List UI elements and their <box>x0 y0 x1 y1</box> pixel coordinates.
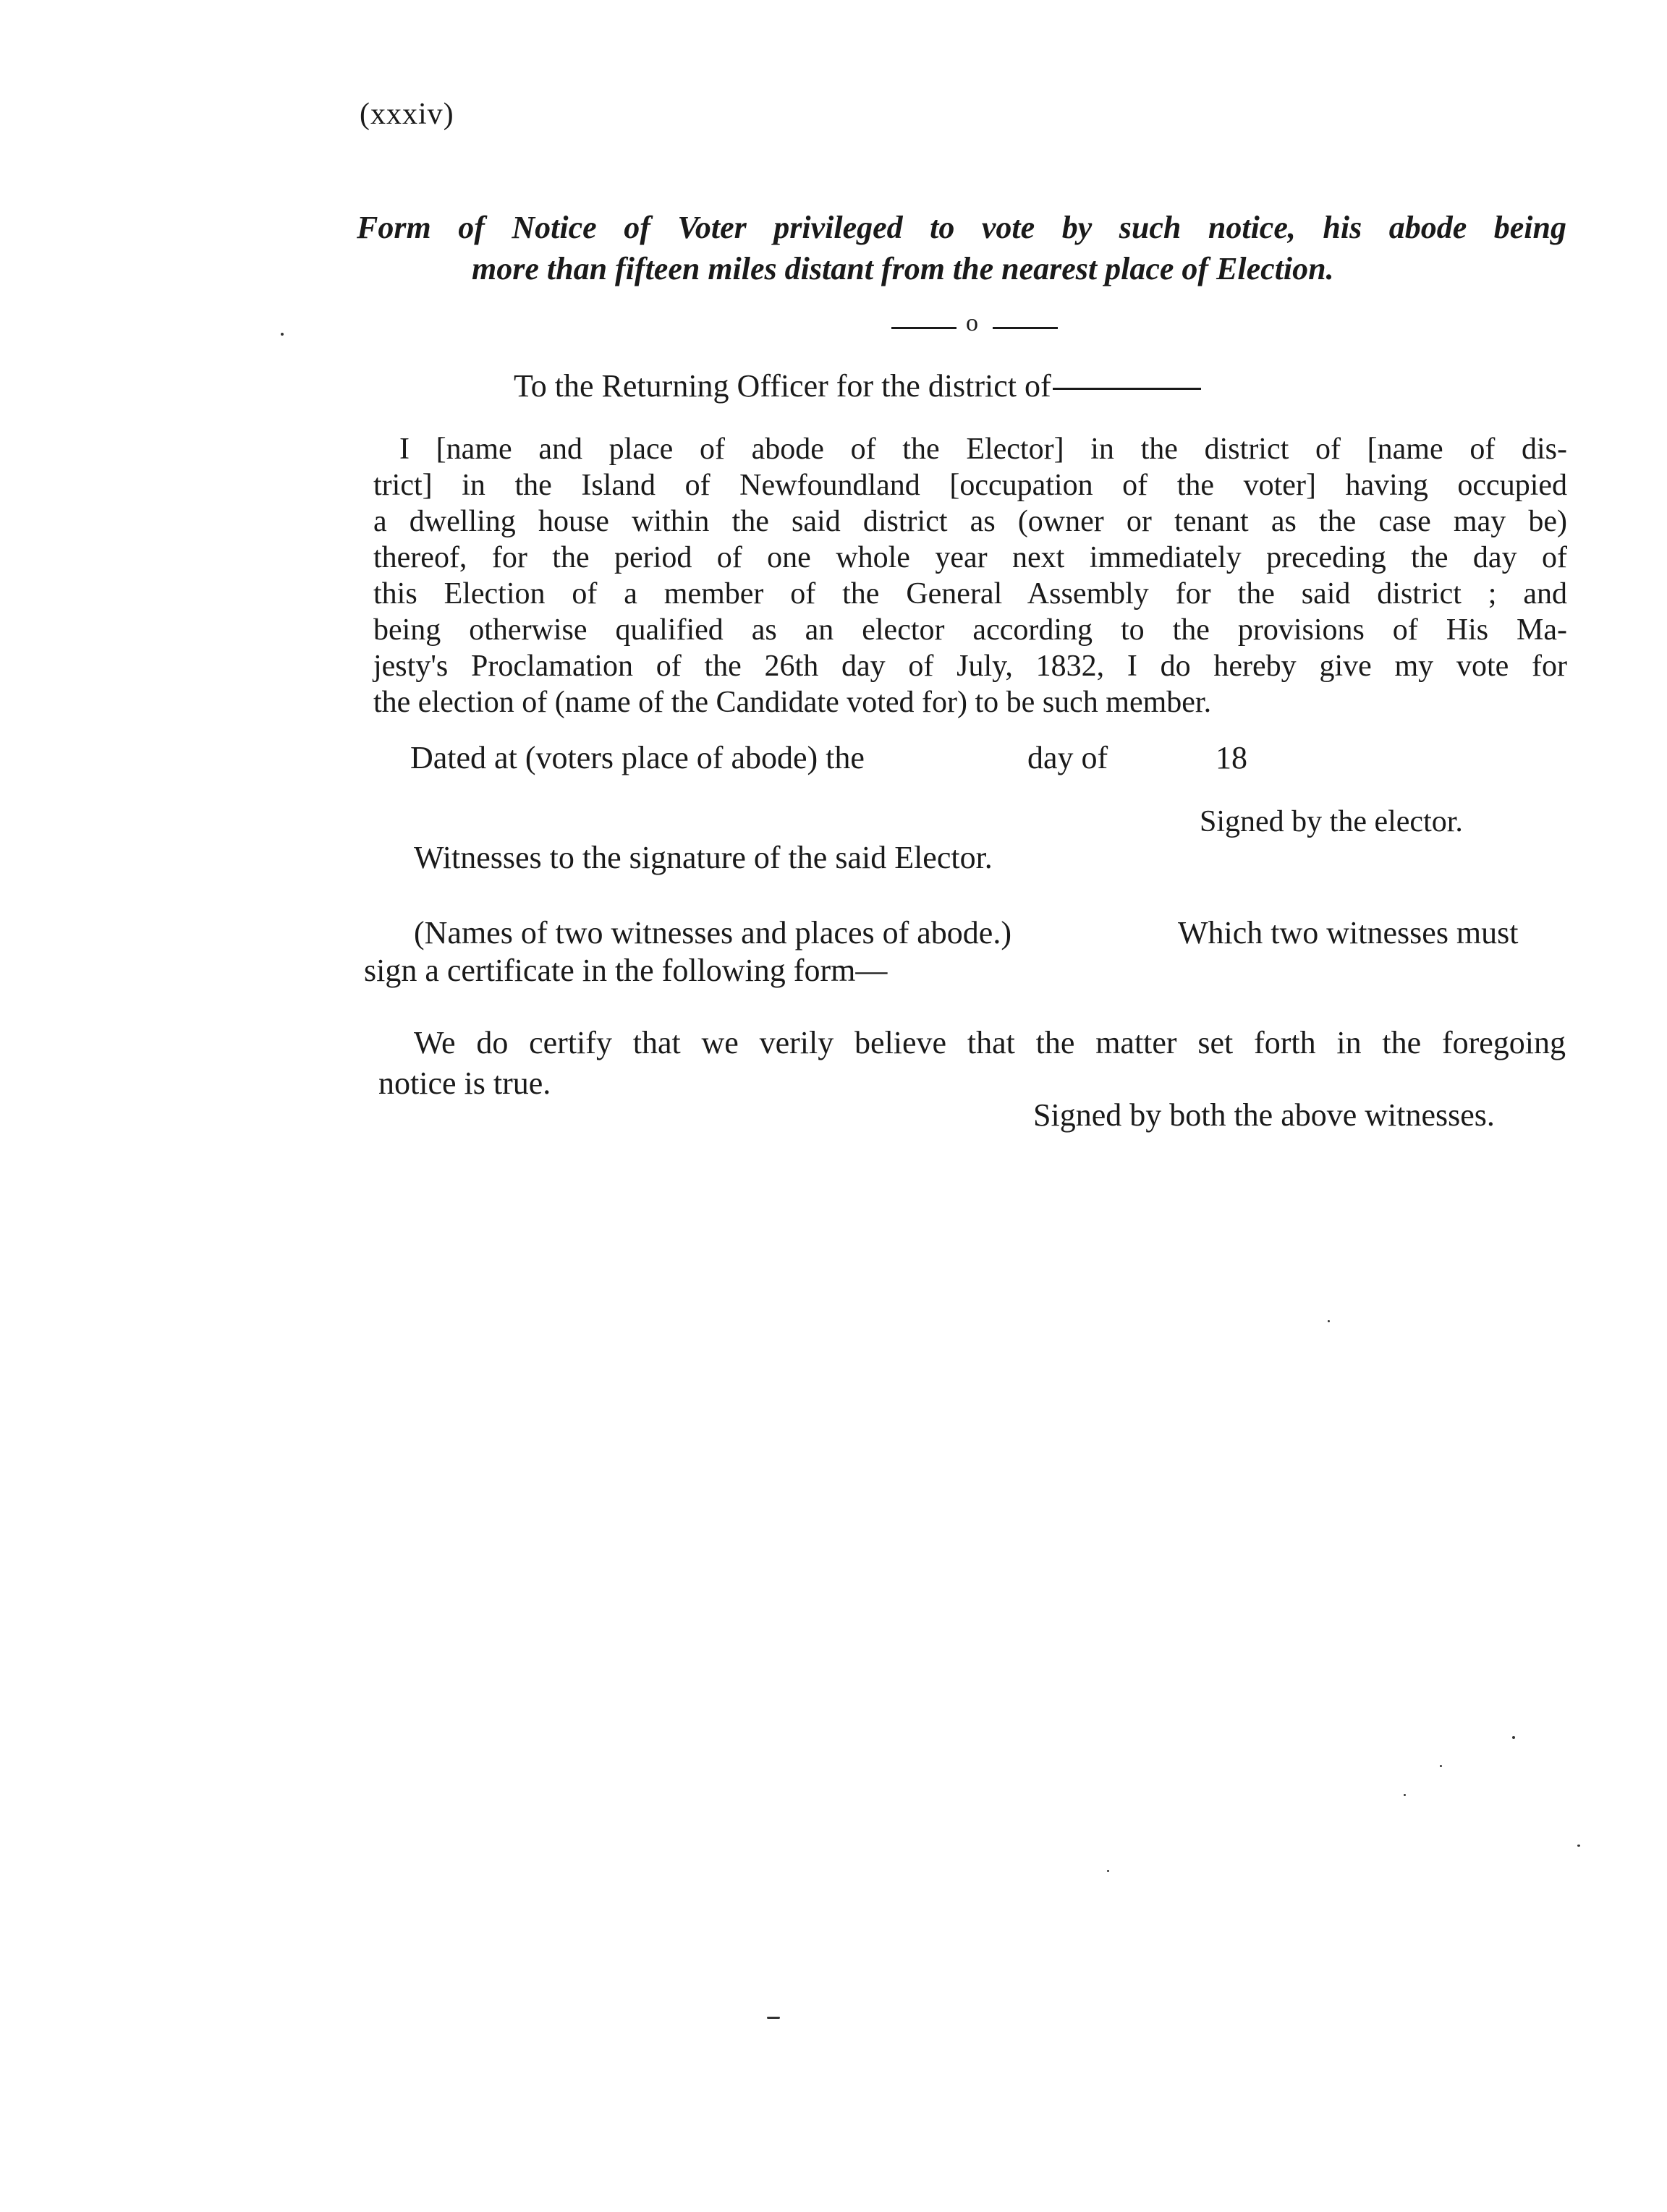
sign-certificate-line: sign a certificate in the following form— <box>364 953 888 988</box>
body-line: a dwelling house within the said district as (owner or tenant as the case may be) <box>373 505 1567 538</box>
names-of-witnesses: (Names of two witnesses and places of abode.) <box>414 915 1011 950</box>
notice-body-paragraph <box>373 431 1567 720</box>
witnesses-heading: Witnesses to the signature of the said Elector. <box>414 840 993 875</box>
body-line: jesty's Proclamation of the 26th day of July, 1832, I do hereby give my vote for <box>373 650 1567 683</box>
scan-speck <box>767 2017 780 2019</box>
scan-speck <box>1512 1736 1515 1739</box>
body-line: the election of (name of the Candidate voted for) to be such member. <box>373 686 1212 719</box>
scan-speck <box>281 333 284 336</box>
divider-rule-left <box>891 327 956 329</box>
certify-line-2: notice is true. <box>378 1065 551 1101</box>
body-line: being otherwise qualified as an elector according to the provisions of His Ma- <box>373 613 1567 647</box>
scan-speck <box>1440 1765 1442 1767</box>
blank-line <box>1053 388 1201 390</box>
certify-line-1: We do certify that we verily believe that the matter set forth in the foregoing <box>414 1025 1566 1060</box>
signed-by-elector: Signed by the elector. <box>1200 805 1463 838</box>
day-of-label: day of <box>1027 740 1108 775</box>
form-title-line-2: more than fifteen miles distant from the nearest place of Election. <box>472 251 1334 286</box>
which-two-witnesses: Which two witnesses must <box>1178 915 1519 950</box>
scan-speck <box>1107 1870 1109 1872</box>
body-line: this Election of a member of the General Assembly for the said district ; and <box>373 577 1567 611</box>
salutation <box>514 367 1201 404</box>
salutation-text: To the Returning Officer for the district of <box>514 368 1051 404</box>
dated-at-line: Dated at (voters place of abode) the <box>410 740 865 775</box>
form-title-line-1: Form of Notice of Voter privileged to vote by such notice, his abode being <box>357 210 1566 245</box>
body-line: I [name and place of abode of the Elector] in the district of [name of dis- <box>399 433 1567 466</box>
year-prefix: 18 <box>1216 740 1247 775</box>
scan-speck <box>1404 1794 1406 1796</box>
divider-rule-right <box>993 327 1058 329</box>
body-line: thereof, for the period of one whole year next immediately preceding the day of <box>373 541 1567 574</box>
signed-by-both-witnesses: Signed by both the above witnesses. <box>1033 1097 1495 1133</box>
scan-speck <box>1577 1845 1580 1847</box>
page-number: (xxxiv) <box>360 98 454 131</box>
body-line: trict] in the Island of Newfoundland [occupation of the voter] having occupied <box>373 469 1567 502</box>
divider-mark: o <box>966 310 978 336</box>
scan-speck <box>1328 1320 1330 1322</box>
section-divider <box>891 311 1058 340</box>
